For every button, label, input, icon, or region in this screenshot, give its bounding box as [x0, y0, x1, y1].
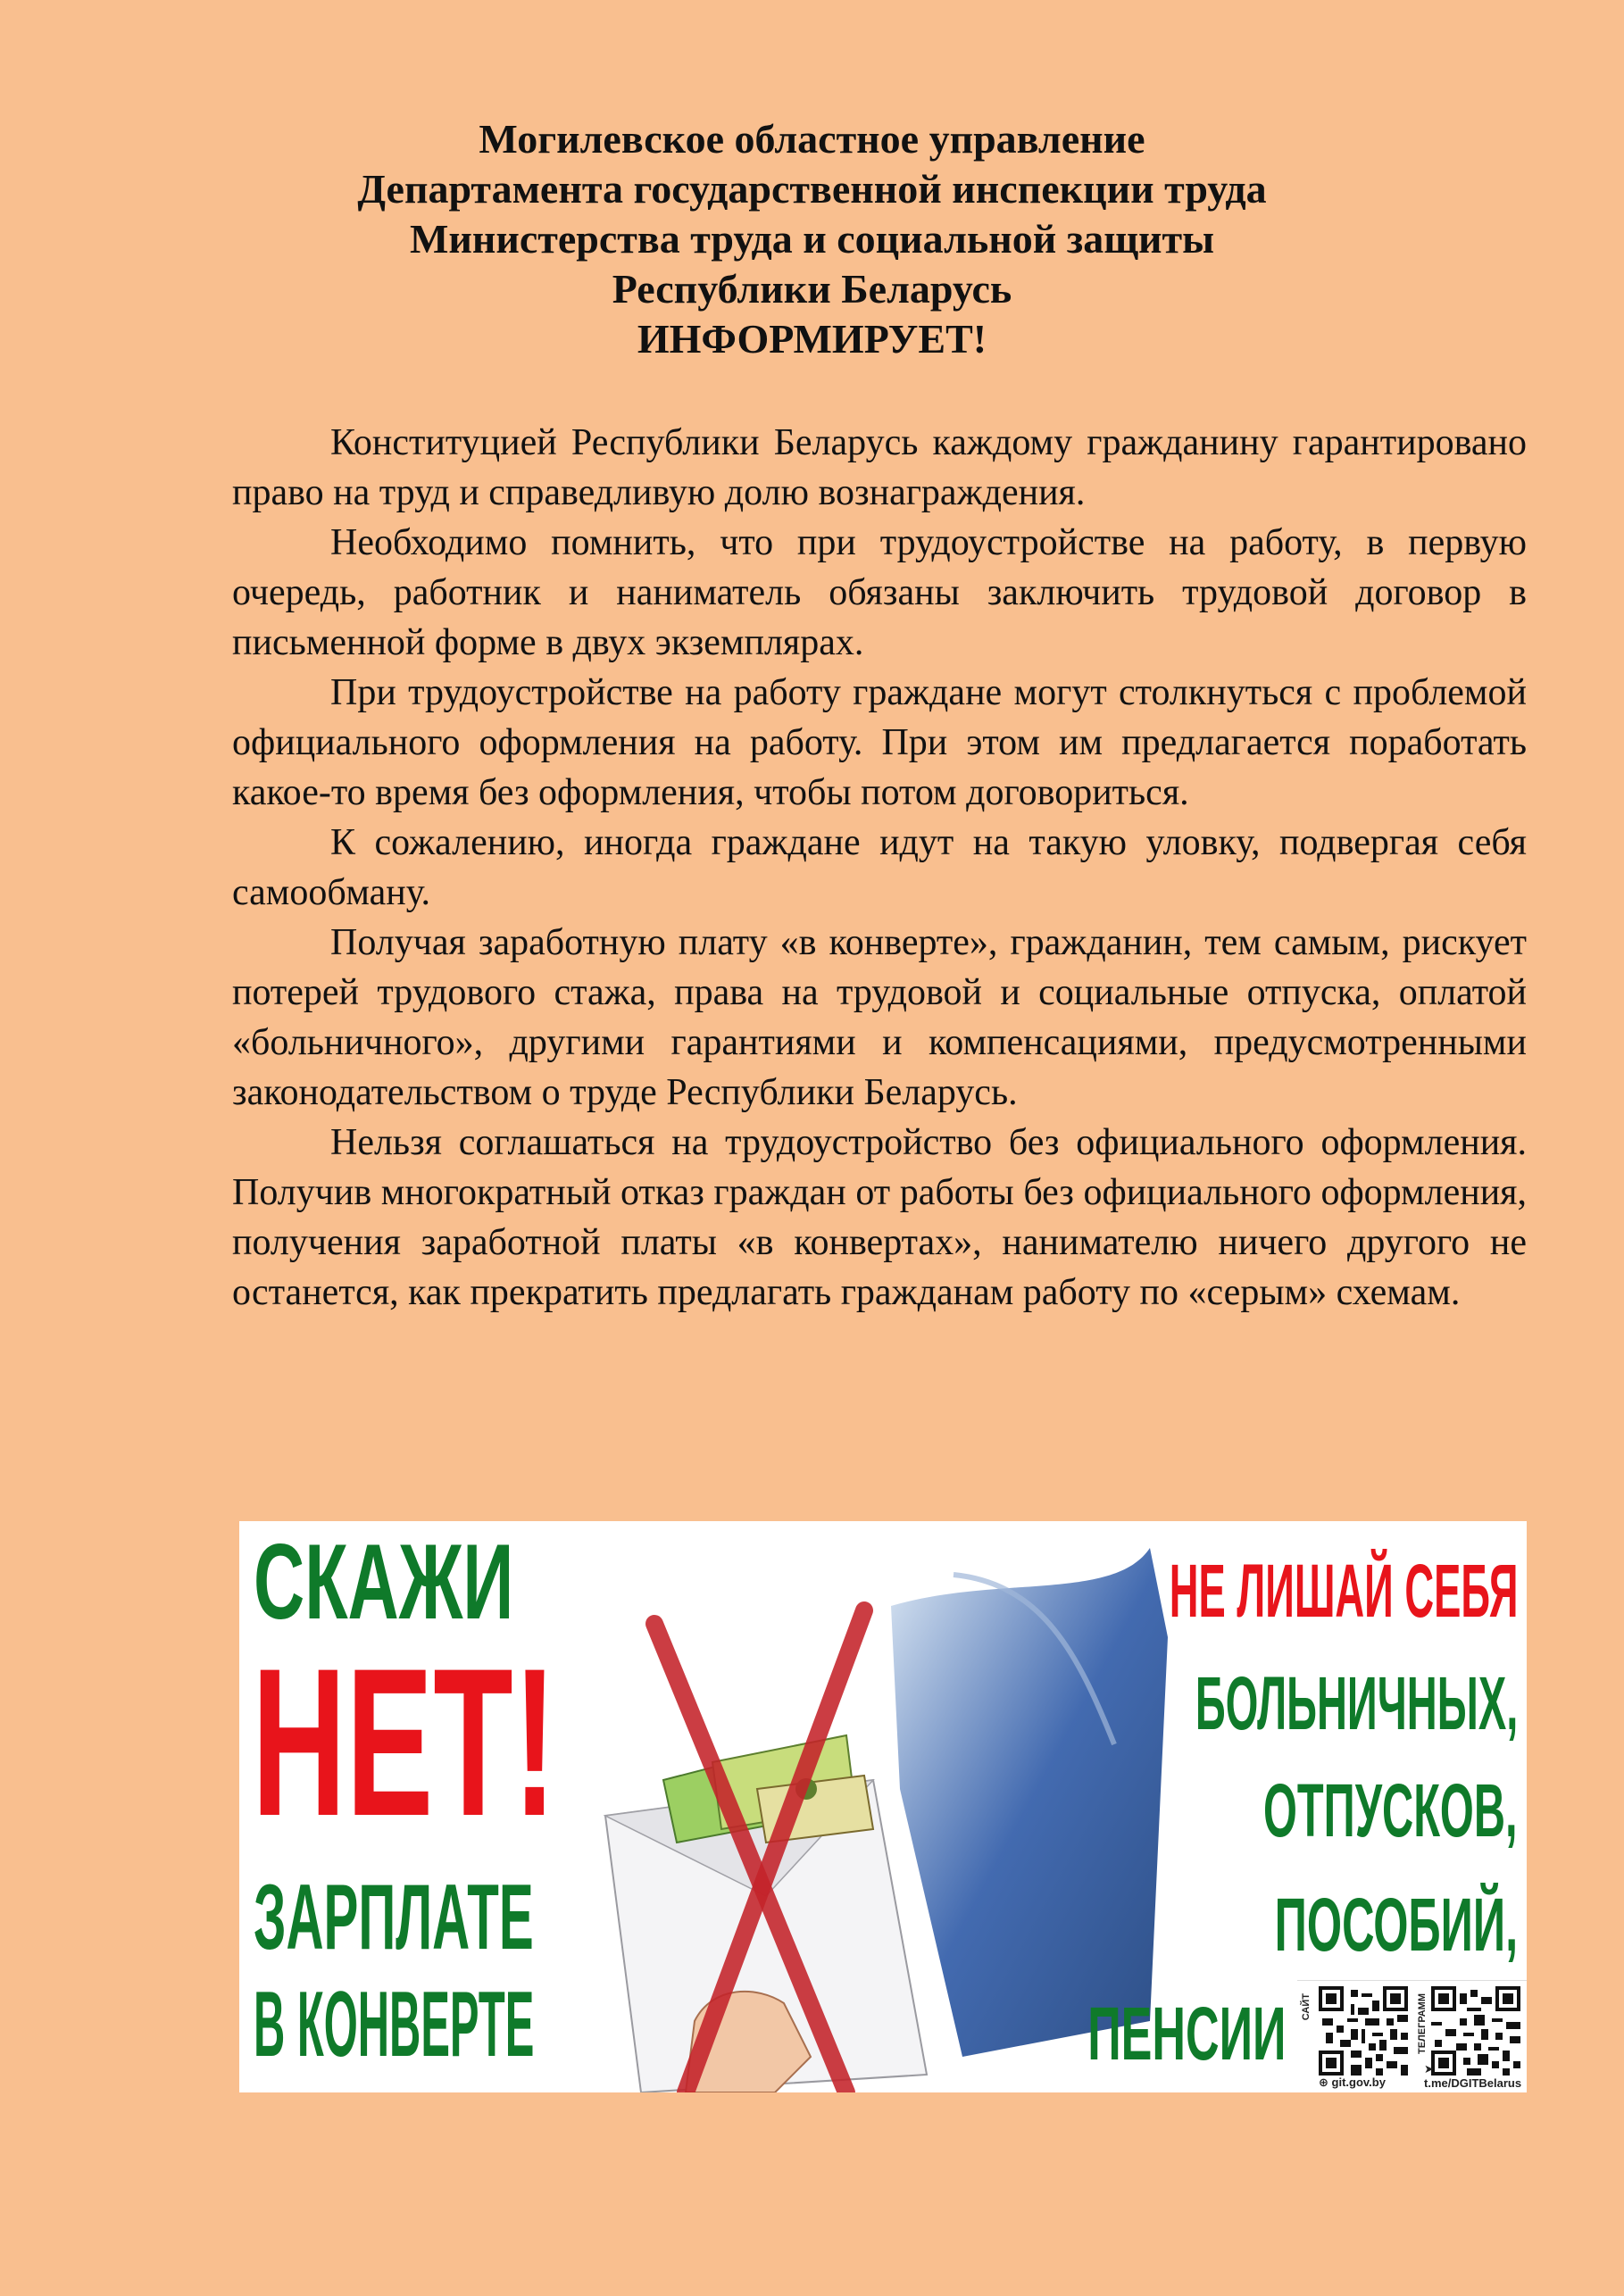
qr-code-icon[interactable]: [1319, 1986, 1408, 2076]
slogan-envelope: В КОНВЕРТЕ: [254, 1973, 535, 2076]
telegram-caption: [1424, 2062, 1527, 2090]
globe-icon: ⊕: [1319, 2076, 1328, 2089]
paragraph-envelope-salary-risks: Получая заработную плату «в конверте», гражданин, тем самым, рискует потерей трудового стажа, права на трудовой и социальные отпуска, оплатой «больничного», другими гарантиями и компенсациями, предусмотренными законодательством о труде Республики Беларусь.: [232, 922, 1527, 1113]
paragraph-official-registration: При трудоустройстве на работу граждане могут столкнуться с проблемой официального оформления на работу. При этом им предлагается поработать какое-то время без оформления, чтобы потом договориться.: [232, 672, 1527, 813]
header-line-3: Министерства труда и социальной защиты: [409, 216, 1215, 262]
telegram-url: t.me/DGITBelarus: [1424, 2076, 1522, 2090]
slogan-no: НЕТ!: [252, 1625, 557, 1860]
telegram-icon: ➤: [1424, 2062, 1434, 2076]
qr-codes-strip: [1297, 1980, 1527, 2092]
slogan-do-not-deprive: НЕ ЛИШАЙ СЕБЯ: [1169, 1549, 1518, 1633]
site-url: git.gov.by: [1331, 2076, 1386, 2089]
campaign-poster: [239, 1521, 1527, 2092]
paragraph-employment-contract: Необходимо помнить, что при трудоустройстве на работу, в первую очередь, работник и наниматель обязаны заключить трудовой договор в письменной форме в двух экземплярах.: [232, 522, 1527, 663]
site-caption: [1319, 2076, 1386, 2090]
slogan-sick-leave: БОЛЬНИЧНЫХ,: [1195, 1661, 1518, 1745]
slogan-vacations: ОТПУСКОВ,: [1263, 1768, 1518, 1852]
site-vertical-label: САЙТ: [1301, 1993, 1312, 2021]
paragraph-constitution: Конституцией Республики Беларусь каждому гражданину гарантировано право на труд и справедливую долю вознаграждения.: [232, 422, 1527, 513]
slogan-say: СКАЖИ: [254, 1522, 514, 1642]
blue-cloth-shape: [891, 1548, 1168, 2057]
header-line-1: Могилевское областное управление: [479, 116, 1145, 162]
header-line-2: Департамента государственной инспекции труда: [357, 166, 1267, 212]
header-informs: ИНФОРМИРУЕТ!: [637, 316, 987, 362]
slogan-benefits: ПОСОБИЙ,: [1274, 1883, 1518, 1967]
paragraph-refuse-grey-schemes: Нельзя соглашаться на трудоустройство без официального оформления. Получив многократный отказ граждан от работы без официального оформления, получения заработной платы «в конвертах», нанимателю ничего другого не останется, как прекратить предлагать гражданам работу по «серым» схемам.: [232, 1122, 1527, 1313]
slogan-pensions: ПЕНСИИ: [1087, 1992, 1286, 2076]
document-header: [0, 114, 1624, 364]
telegram-vertical-label: ТЕЛЕГРАММ: [1417, 1993, 1428, 2054]
document-body: [232, 418, 1527, 1318]
paragraph-self-deception: К сожалению, иногда граждане идут на такую уловку, подвергая себя самообману.: [232, 822, 1527, 913]
banknotes-shape: [663, 1735, 873, 1843]
header-line-4: Республики Беларусь: [612, 266, 1012, 312]
slogan-salary: ЗАРПЛАТЕ: [254, 1866, 534, 1969]
